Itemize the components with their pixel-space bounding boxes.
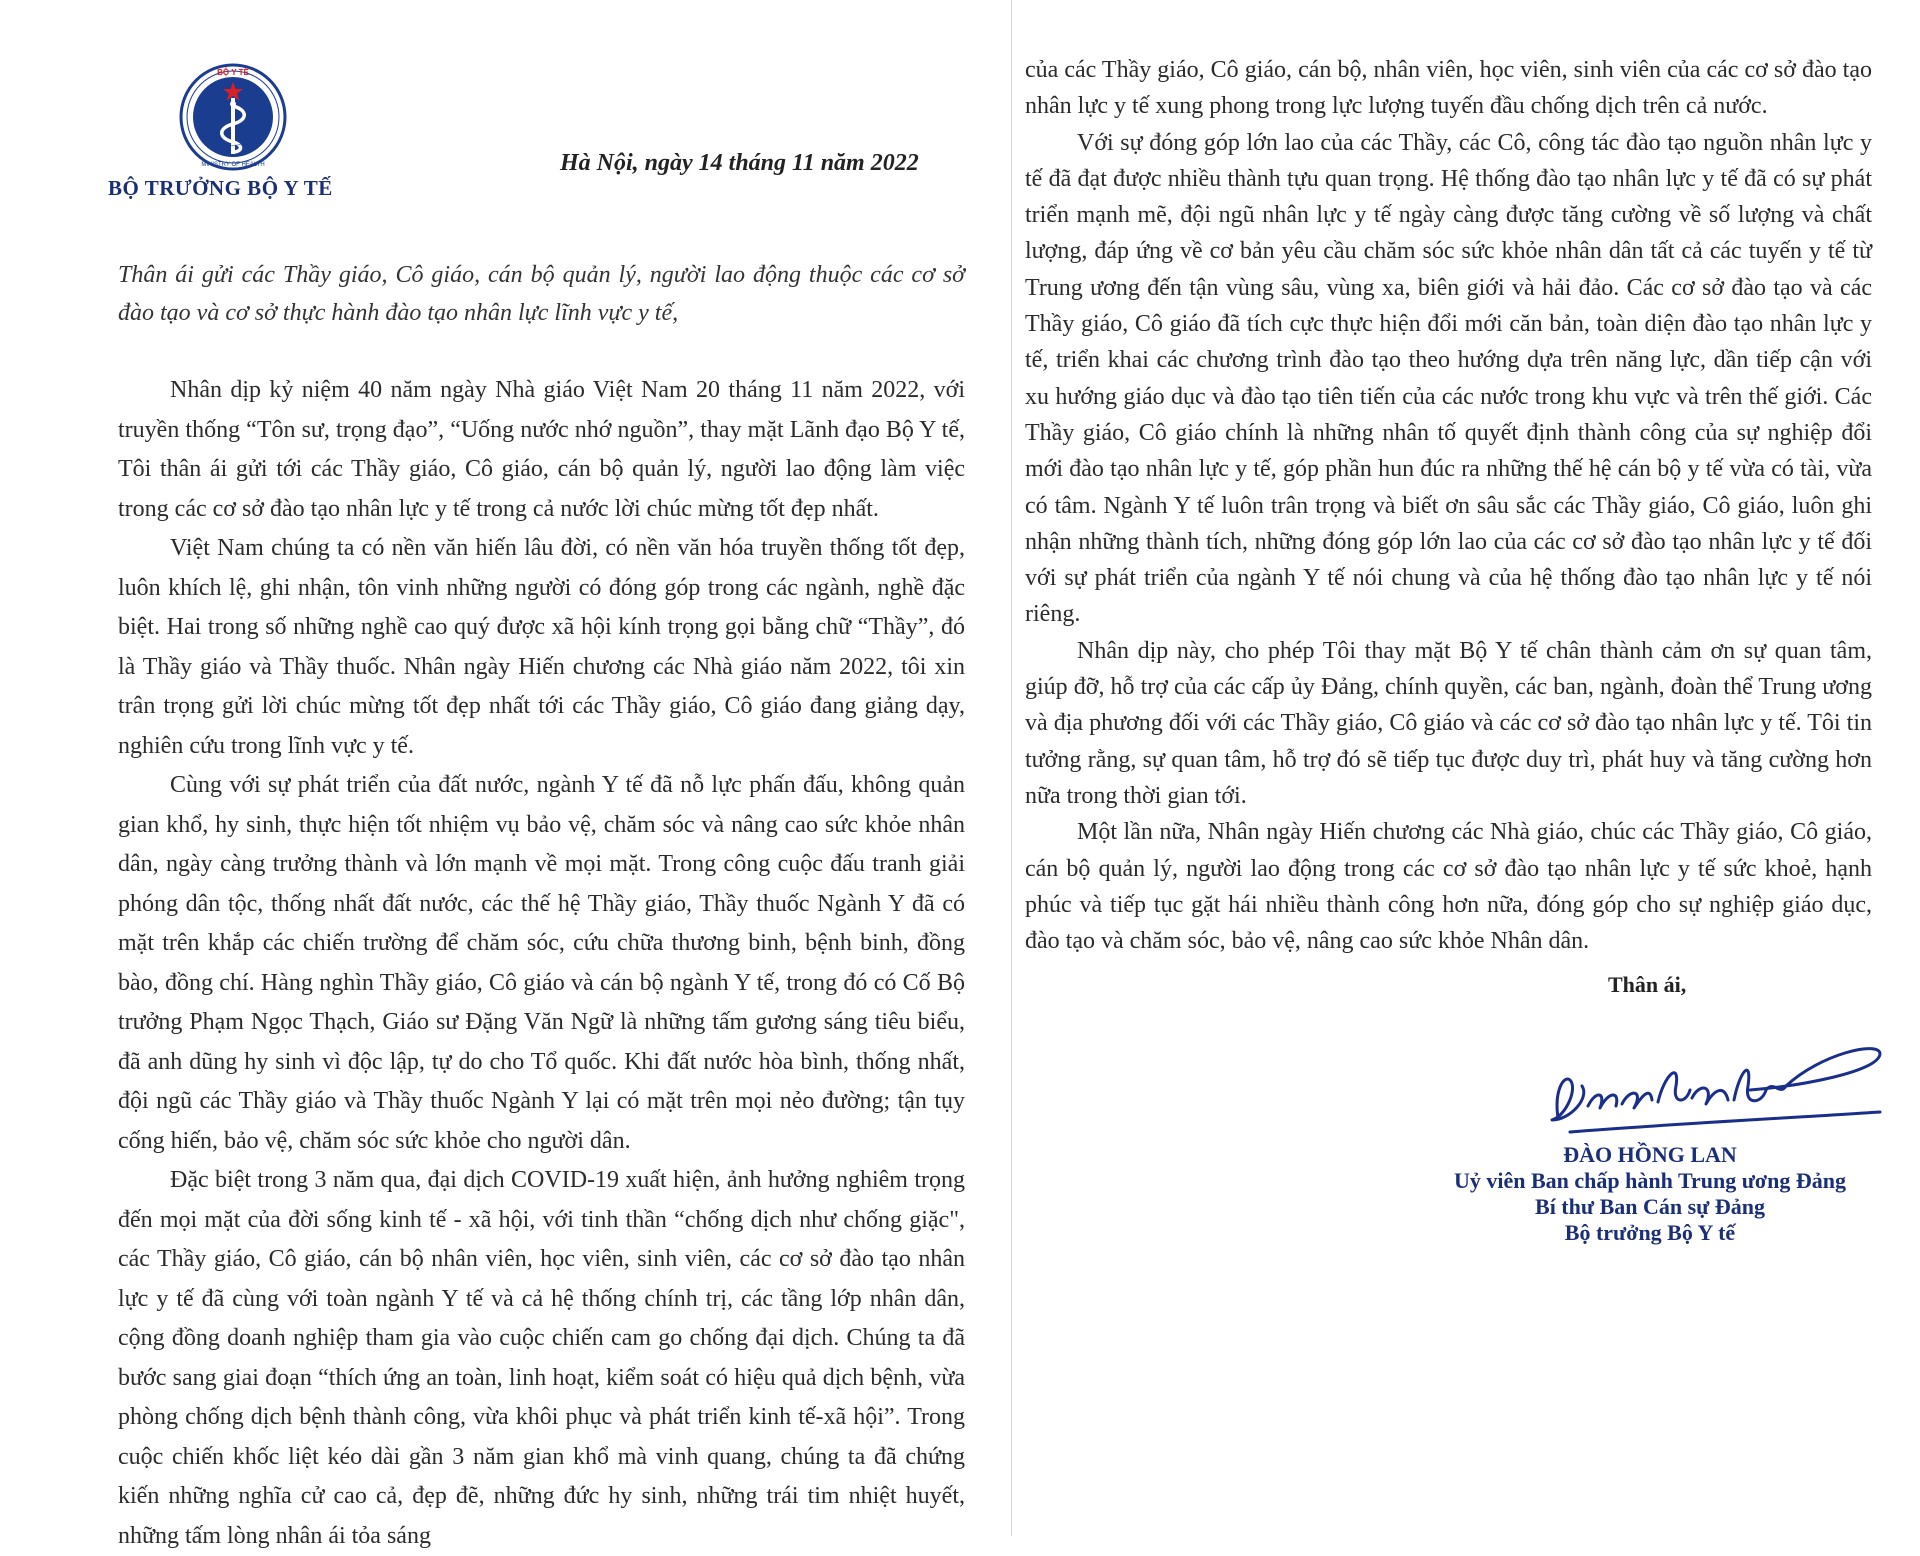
right-column <box>1025 52 1872 959</box>
closing-line: Thân ái, <box>1608 972 1687 997</box>
body-paragraph: Đặc biệt trong 3 năm qua, đại dịch COVID-19 xuất hiện, ảnh hưởng nghiêm trọng đến mọi mặt của đời sống kinh tế - xã hội, với tinh thần “chống dịch như chống giặc", các Thầy giáo, Cô giáo, cán bộ nhân viên, học viên, sinh viên, các cơ sở đào tạo nhân lực y tế đã cùng với toàn ngành Y tế và cả hệ thống chính trị, các tầng lớp nhân dân, cộng đồng doanh nghiệp tham gia vào cuộc chiến cam go chống đại dịch. Chúng ta đã bước sang giai đoạn “thích ứng an toàn, linh hoạt, kiểm soát có hiệu quả dịch bệnh, vừa phòng chống dịch bệnh thành công, vừa khôi phục và phát triển kinh tế-xã hội”. Trong cuộc chiến khốc liệt kéo dài gần 3 năm gian khổ mà vinh quang, chúng ta đã chứng kiến những nghĩa cử cao cả, đẹp đẽ, những đức hy sinh, những trái tim nhiệt huyết, những tấm lòng nhân ái tỏa sáng <box>118 1167 965 1549</box>
salutation: Thân ái gửi các Thầy giáo, Cô giáo, cán bộ quản lý, người lao động thuộc các cơ sở đào tạo và cơ sở thực hành đào tạo nhân lực lĩnh vực y tế, <box>118 262 965 326</box>
body-paragraph: của các Thầy giáo, Cô giáo, cán bộ, nhân viên, học viên, sinh viên của các cơ sở đào tạo nhân lực y tế xung phong trong lực lượng tuyến đầu chống dịch trên cả nước. <box>1025 57 1872 120</box>
signer-name: ĐÀO HỒNG LAN <box>1563 1142 1737 1167</box>
svg-text:BỘ Y TẾ: BỘ Y TẾ <box>217 68 249 77</box>
column-divider <box>1011 0 1012 1536</box>
issuer-title: BỘ TRƯỞNG BỘ Y TẾ <box>108 176 333 200</box>
handwritten-signature <box>1530 1020 1890 1140</box>
left-column <box>118 371 965 1556</box>
signer-block <box>1420 1142 1880 1246</box>
letter-date: Hà Nội, ngày 14 tháng 11 năm 2022 <box>560 150 919 176</box>
signer-title: Bộ trưởng Bộ Y tế <box>1564 1220 1736 1245</box>
ministry-of-health-emblem-icon <box>178 62 288 172</box>
body-paragraph: Với sự đóng góp lớn lao của các Thầy, các Cô, công tác đào tạo nguồn nhân lực y tế đã đạt được nhiều thành tựu quan trọng. Hệ thống đào tạo nhân lực y tế đã có sự phát triển mạnh mẽ, đội ngũ nhân lực y tế ngày càng được tăng cường về số lượng và chất lượng, đáp ứng về cơ bản yêu cầu chăm sóc sức khỏe nhân dân tất cả các tuyến y tế từ Trung ương đến tận vùng sâu, vùng xa, biên giới và hải đảo. Các cơ sở đào tạo và các Thầy giáo, Cô giáo đã tích cực thực hiện đổi mới căn bản, toàn diện đào tạo nhân lực y tế, triển khai các chương trình đào tạo theo hướng dựa trên năng lực, dần tiếp cận với xu hướng giáo dục và đào tạo tiên tiến của các nước trong khu vực và trên thế giới. Các Thầy giáo, Cô giáo chính là những nhân tố quyết định thành công của sự nghiệp đổi mới đào tạo nhân lực y tế, góp phần hun đúc ra những thế hệ cán bộ y tế vừa có tài, vừa có tâm. Ngành Y tế luôn trân trọng và biết ơn sâu sắc các Thầy giáo, Cô giáo, luôn ghi nhận những thành tích, những đóng góp lớn lao của các cơ sở đào tạo nhân lực y tế đối với sự phát triển của ngành Y tế nói chung và của hệ thống đào tạo nhân lực y tế nói riêng. <box>1025 129 1872 628</box>
body-paragraph: Việt Nam chúng ta có nền văn hiến lâu đời, có nền văn hóa truyền thống tốt đẹp, luôn khích lệ, ghi nhận, tôn vinh những người có đóng góp trong các ngành, nghề đặc biệt. Hai trong số những nghề cao quý được xã hội kính trọng gọi bằng chữ “Thầy”, đó là Thầy giáo và Thầy thuốc. Nhân ngày Hiến chương các Nhà giáo năm 2022, tôi xin trân trọng gửi lời chúc mừng tốt đẹp nhất tới các Thầy giáo, Cô giáo đang giảng dạy, nghiên cứu trong lĩnh vực y tế. <box>118 535 965 759</box>
body-paragraph: Một lần nữa, Nhân ngày Hiến chương các Nhà giáo, chúc các Thầy giáo, Cô giáo, cán bộ quản lý, người lao động trong các cơ sở đào tạo nhân lực y tế sức khoẻ, hạnh phúc và tiếp tục gặt hái nhiều thành công hơn nữa, đóng góp cho sự nghiệp giáo dục, đào tạo và chăm sóc, bảo vệ, nâng cao sức khỏe Nhân dân. <box>1025 819 1872 955</box>
signer-title: Bí thư Ban Cán sự Đảng <box>1535 1194 1765 1219</box>
body-paragraph: Cùng với sự phát triển của đất nước, ngành Y tế đã nỗ lực phấn đấu, không quản gian khổ, hy sinh, thực hiện tốt nhiệm vụ bảo vệ, chăm sóc và nâng cao sức khỏe nhân dân, ngày càng trưởng thành và lớn mạnh về mọi mặt. Trong công cuộc đấu tranh giải phóng dân tộc, thống nhất đất nước, các thế hệ Thầy giáo, Thầy thuốc Ngành Y đã có mặt trên khắp các chiến trường để chăm sóc, cứu chữa thương binh, bệnh binh, đồng bào, đồng chí. Hàng nghìn Thầy giáo, Cô giáo và cán bộ ngành Y tế, trong đó có Cố Bộ trưởng Phạm Ngọc Thạch, Giáo sư Đặng Văn Ngữ là những tấm gương sáng tiêu biểu, đã anh dũng hy sinh vì độc lập, tự do cho Tổ quốc. Khi đất nước hòa bình, thống nhất, đội ngũ các Thầy giáo và Thầy thuốc Ngành Y lại có mặt trên mọi nẻo đường; tận tụy cống hiến, bảo vệ, chăm sóc sức khỏe cho người dân. <box>118 772 965 1154</box>
body-paragraph: Nhân dịp kỷ niệm 40 năm ngày Nhà giáo Việt Nam 20 tháng 11 năm 2022, với truyền thống “Tôn sư, trọng đạo”, “Uống nước nhớ nguồn”, thay mặt Lãnh đạo Bộ Y tế, Tôi thân ái gửi tới các Thầy giáo, Cô giáo, cán bộ quản lý, người lao động làm việc trong các cơ sở đào tạo nhân lực y tế trong cả nước lời chúc mừng tốt đẹp nhất. <box>118 377 965 522</box>
signer-title: Uỷ viên Ban chấp hành Trung ương Đảng <box>1454 1168 1846 1193</box>
svg-text:MINISTRY OF HEALTH: MINISTRY OF HEALTH <box>201 162 265 168</box>
body-paragraph: Nhân dịp này, cho phép Tôi thay mặt Bộ Y tế chân thành cảm ơn sự quan tâm, giúp đỡ, hỗ trợ của các cấp ủy Đảng, chính quyền, các ban, ngành, đoàn thể Trung ương và địa phương đối với các Thầy giáo, Cô giáo và các cơ sở đào tạo nhân lực y tế. Tôi tin tưởng rằng, sự quan tâm, hỗ trợ đó sẽ tiếp tục được duy trì, phát huy và tăng cường hơn nữa trong thời gian tới. <box>1025 637 1872 809</box>
